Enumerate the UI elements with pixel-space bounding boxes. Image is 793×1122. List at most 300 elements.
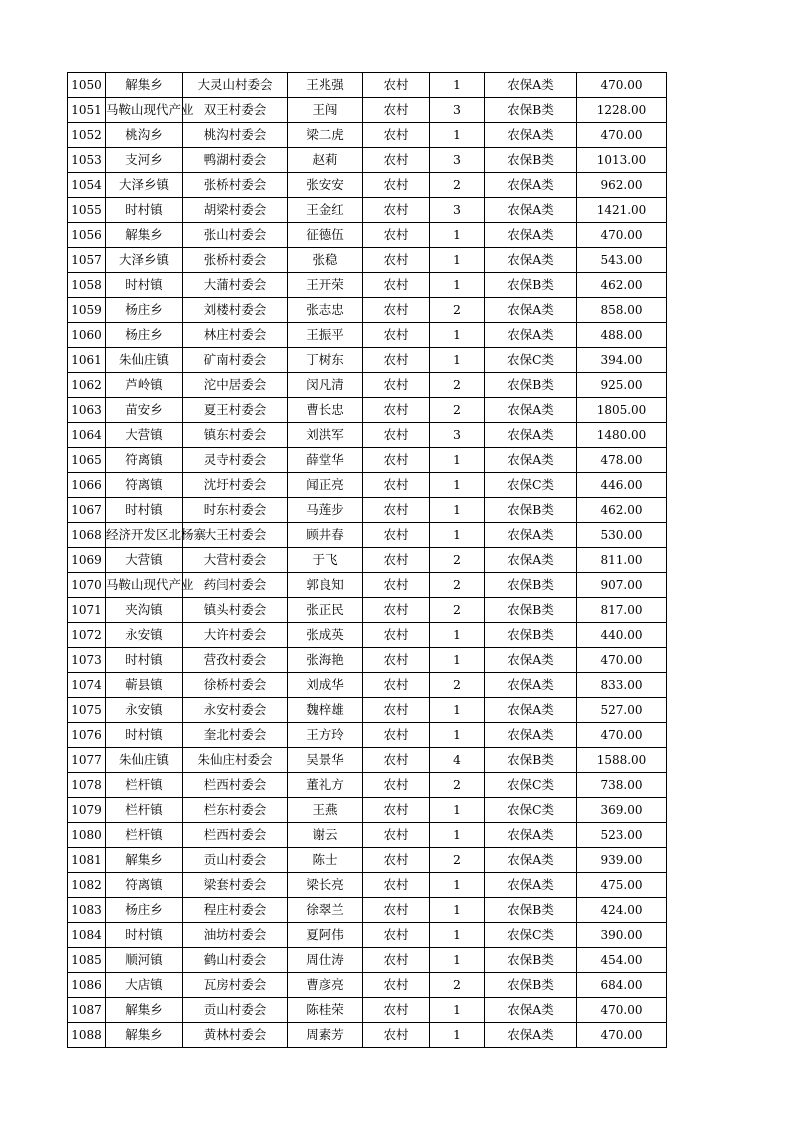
committee-cell: 镇头村委会 <box>183 598 288 623</box>
committee-cell: 永安村委会 <box>183 698 288 723</box>
person-name-cell: 曹彦亮 <box>288 973 363 998</box>
member-count-cell: 3 <box>430 198 485 223</box>
town-cell: 解集乡 <box>106 73 183 98</box>
committee-cell: 营孜村委会 <box>183 648 288 673</box>
beneficiary-table <box>67 72 667 1048</box>
town-cell: 时村镇 <box>106 648 183 673</box>
table-row <box>68 948 667 973</box>
household-type-cell: 农村 <box>363 698 430 723</box>
row-number-cell: 1086 <box>68 973 106 998</box>
table-row <box>68 348 667 373</box>
row-number-cell: 1071 <box>68 598 106 623</box>
committee-cell: 大许村委会 <box>183 623 288 648</box>
household-type-cell: 农村 <box>363 923 430 948</box>
household-type-cell: 农村 <box>363 498 430 523</box>
insurance-category-cell: 农保A类 <box>485 323 577 348</box>
town-cell: 大泽乡镇 <box>106 248 183 273</box>
insurance-category-cell: 农保B类 <box>485 573 577 598</box>
committee-cell: 张桥村委会 <box>183 173 288 198</box>
amount-cell: 470.00 <box>577 1023 667 1048</box>
town-cell: 芦岭镇 <box>106 373 183 398</box>
household-type-cell: 农村 <box>363 123 430 148</box>
town-cell: 夹沟镇 <box>106 598 183 623</box>
household-type-cell: 农村 <box>363 673 430 698</box>
row-number-cell: 1066 <box>68 473 106 498</box>
committee-cell: 镇东村委会 <box>183 423 288 448</box>
town-cell: 杨庄乡 <box>106 898 183 923</box>
person-name-cell: 魏梓雄 <box>288 698 363 723</box>
person-name-cell: 梁二虎 <box>288 123 363 148</box>
town-cell: 顺河镇 <box>106 948 183 973</box>
insurance-category-cell: 农保A类 <box>485 248 577 273</box>
person-name-cell: 张志忠 <box>288 298 363 323</box>
household-type-cell: 农村 <box>363 998 430 1023</box>
person-name-cell: 周仕涛 <box>288 948 363 973</box>
person-name-cell: 王燕 <box>288 798 363 823</box>
table-row <box>68 373 667 398</box>
committee-cell: 油坊村委会 <box>183 923 288 948</box>
insurance-category-cell: 农保A类 <box>485 548 577 573</box>
amount-cell: 478.00 <box>577 448 667 473</box>
amount-cell: 527.00 <box>577 698 667 723</box>
household-type-cell: 农村 <box>363 448 430 473</box>
member-count-cell: 1 <box>430 698 485 723</box>
town-cell: 大营镇 <box>106 423 183 448</box>
person-name-cell: 徐翠兰 <box>288 898 363 923</box>
row-number-cell: 1077 <box>68 748 106 773</box>
member-count-cell: 4 <box>430 748 485 773</box>
committee-cell: 黄林村委会 <box>183 1023 288 1048</box>
insurance-category-cell: 农保A类 <box>485 73 577 98</box>
row-number-cell: 1070 <box>68 573 106 598</box>
person-name-cell: 吴景华 <box>288 748 363 773</box>
member-count-cell: 2 <box>430 573 485 598</box>
table-row <box>68 298 667 323</box>
row-number-cell: 1051 <box>68 98 106 123</box>
town-cell: 解集乡 <box>106 848 183 873</box>
amount-cell: 462.00 <box>577 498 667 523</box>
town-cell: 马鞍山现代产业 <box>106 573 183 598</box>
member-count-cell: 1 <box>430 623 485 648</box>
town-cell: 永安镇 <box>106 698 183 723</box>
member-count-cell: 1 <box>430 923 485 948</box>
table-row <box>68 723 667 748</box>
table-row <box>68 473 667 498</box>
amount-cell: 369.00 <box>577 798 667 823</box>
table-row <box>68 398 667 423</box>
town-cell: 时村镇 <box>106 923 183 948</box>
table-row <box>68 623 667 648</box>
committee-cell: 沱中居委会 <box>183 373 288 398</box>
amount-cell: 1480.00 <box>577 423 667 448</box>
household-type-cell: 农村 <box>363 473 430 498</box>
person-name-cell: 征德伍 <box>288 223 363 248</box>
person-name-cell: 闵凡清 <box>288 373 363 398</box>
town-cell: 符离镇 <box>106 473 183 498</box>
insurance-category-cell: 农保B类 <box>485 973 577 998</box>
insurance-category-cell: 农保A类 <box>485 423 577 448</box>
town-cell: 经济开发区北杨寨 <box>106 523 183 548</box>
insurance-category-cell: 农保B类 <box>485 898 577 923</box>
amount-cell: 488.00 <box>577 323 667 348</box>
person-name-cell: 王金红 <box>288 198 363 223</box>
person-name-cell: 董礼方 <box>288 773 363 798</box>
insurance-category-cell: 农保A类 <box>485 298 577 323</box>
member-count-cell: 2 <box>430 973 485 998</box>
household-type-cell: 农村 <box>363 248 430 273</box>
table-row <box>68 698 667 723</box>
household-type-cell: 农村 <box>363 98 430 123</box>
row-number-cell: 1088 <box>68 1023 106 1048</box>
amount-cell: 962.00 <box>577 173 667 198</box>
insurance-category-cell: 农保A类 <box>485 1023 577 1048</box>
town-cell: 大店镇 <box>106 973 183 998</box>
household-type-cell: 农村 <box>363 598 430 623</box>
household-type-cell: 农村 <box>363 548 430 573</box>
person-name-cell: 于飞 <box>288 548 363 573</box>
amount-cell: 925.00 <box>577 373 667 398</box>
town-cell: 时村镇 <box>106 273 183 298</box>
insurance-category-cell: 农保A类 <box>485 848 577 873</box>
amount-cell: 424.00 <box>577 898 667 923</box>
person-name-cell: 闻正亮 <box>288 473 363 498</box>
person-name-cell: 丁树东 <box>288 348 363 373</box>
amount-cell: 523.00 <box>577 823 667 848</box>
row-number-cell: 1072 <box>68 623 106 648</box>
amount-cell: 446.00 <box>577 473 667 498</box>
table-row <box>68 748 667 773</box>
row-number-cell: 1063 <box>68 398 106 423</box>
committee-cell: 大蒲村委会 <box>183 273 288 298</box>
amount-cell: 907.00 <box>577 573 667 598</box>
member-count-cell: 1 <box>430 723 485 748</box>
row-number-cell: 1056 <box>68 223 106 248</box>
member-count-cell: 1 <box>430 123 485 148</box>
table-row <box>68 673 667 698</box>
amount-cell: 470.00 <box>577 123 667 148</box>
amount-cell: 543.00 <box>577 248 667 273</box>
row-number-cell: 1078 <box>68 773 106 798</box>
insurance-category-cell: 农保B类 <box>485 148 577 173</box>
row-number-cell: 1073 <box>68 648 106 673</box>
person-name-cell: 陈士 <box>288 848 363 873</box>
member-count-cell: 2 <box>430 548 485 573</box>
person-name-cell: 夏阿伟 <box>288 923 363 948</box>
household-type-cell: 农村 <box>363 1023 430 1048</box>
row-number-cell: 1080 <box>68 823 106 848</box>
town-cell: 栏杆镇 <box>106 773 183 798</box>
member-count-cell: 2 <box>430 773 485 798</box>
member-count-cell: 1 <box>430 323 485 348</box>
table-row <box>68 498 667 523</box>
row-number-cell: 1054 <box>68 173 106 198</box>
insurance-category-cell: 农保A类 <box>485 723 577 748</box>
town-cell: 解集乡 <box>106 1023 183 1048</box>
committee-cell: 栏西村委会 <box>183 773 288 798</box>
person-name-cell: 赵莉 <box>288 148 363 173</box>
member-count-cell: 1 <box>430 498 485 523</box>
committee-cell: 沈圩村委会 <box>183 473 288 498</box>
town-cell: 栏杆镇 <box>106 823 183 848</box>
table-row <box>68 798 667 823</box>
amount-cell: 470.00 <box>577 998 667 1023</box>
insurance-category-cell: 农保B类 <box>485 623 577 648</box>
member-count-cell: 2 <box>430 598 485 623</box>
table-row <box>68 173 667 198</box>
insurance-category-cell: 农保C类 <box>485 798 577 823</box>
insurance-category-cell: 农保B类 <box>485 373 577 398</box>
amount-cell: 530.00 <box>577 523 667 548</box>
amount-cell: 470.00 <box>577 73 667 98</box>
town-cell: 时村镇 <box>106 723 183 748</box>
row-number-cell: 1061 <box>68 348 106 373</box>
amount-cell: 1588.00 <box>577 748 667 773</box>
committee-cell: 大王村委会 <box>183 523 288 548</box>
household-type-cell: 农村 <box>363 348 430 373</box>
household-type-cell: 农村 <box>363 723 430 748</box>
table-row <box>68 248 667 273</box>
committee-cell: 灵寺村委会 <box>183 448 288 473</box>
insurance-category-cell: 农保A类 <box>485 648 577 673</box>
town-cell: 苗安乡 <box>106 398 183 423</box>
committee-cell: 夏王村委会 <box>183 398 288 423</box>
member-count-cell: 1 <box>430 523 485 548</box>
committee-cell: 林庄村委会 <box>183 323 288 348</box>
household-type-cell: 农村 <box>363 198 430 223</box>
member-count-cell: 1 <box>430 948 485 973</box>
table-row <box>68 98 667 123</box>
member-count-cell: 2 <box>430 173 485 198</box>
household-type-cell: 农村 <box>363 773 430 798</box>
insurance-category-cell: 农保C类 <box>485 473 577 498</box>
table-row <box>68 898 667 923</box>
committee-cell: 刘楼村委会 <box>183 298 288 323</box>
person-name-cell: 王振平 <box>288 323 363 348</box>
table-row <box>68 773 667 798</box>
amount-cell: 833.00 <box>577 673 667 698</box>
table-row <box>68 973 667 998</box>
table-row <box>68 873 667 898</box>
insurance-category-cell: 农保A类 <box>485 873 577 898</box>
committee-cell: 双王村委会 <box>183 98 288 123</box>
amount-cell: 1805.00 <box>577 398 667 423</box>
member-count-cell: 1 <box>430 873 485 898</box>
committee-cell: 瓦房村委会 <box>183 973 288 998</box>
member-count-cell: 1 <box>430 998 485 1023</box>
member-count-cell: 1 <box>430 798 485 823</box>
table-row <box>68 998 667 1023</box>
row-number-cell: 1075 <box>68 698 106 723</box>
person-name-cell: 张稳 <box>288 248 363 273</box>
table-row <box>68 448 667 473</box>
household-type-cell: 农村 <box>363 748 430 773</box>
row-number-cell: 1082 <box>68 873 106 898</box>
person-name-cell: 郭良知 <box>288 573 363 598</box>
member-count-cell: 2 <box>430 848 485 873</box>
insurance-category-cell: 农保A类 <box>485 673 577 698</box>
household-type-cell: 农村 <box>363 798 430 823</box>
member-count-cell: 1 <box>430 473 485 498</box>
household-type-cell: 农村 <box>363 973 430 998</box>
insurance-category-cell: 农保C类 <box>485 923 577 948</box>
person-name-cell: 王兆强 <box>288 73 363 98</box>
member-count-cell: 1 <box>430 648 485 673</box>
table-row <box>68 848 667 873</box>
committee-cell: 矿南村委会 <box>183 348 288 373</box>
row-number-cell: 1062 <box>68 373 106 398</box>
amount-cell: 470.00 <box>577 223 667 248</box>
town-cell: 大营镇 <box>106 548 183 573</box>
household-type-cell: 农村 <box>363 223 430 248</box>
member-count-cell: 1 <box>430 273 485 298</box>
table-row <box>68 648 667 673</box>
household-type-cell: 农村 <box>363 173 430 198</box>
row-number-cell: 1083 <box>68 898 106 923</box>
row-number-cell: 1055 <box>68 198 106 223</box>
committee-cell: 栏西村委会 <box>183 823 288 848</box>
committee-cell: 鸭湖村委会 <box>183 148 288 173</box>
row-number-cell: 1057 <box>68 248 106 273</box>
row-number-cell: 1084 <box>68 923 106 948</box>
table-row <box>68 923 667 948</box>
row-number-cell: 1087 <box>68 998 106 1023</box>
town-cell: 朱仙庄镇 <box>106 748 183 773</box>
amount-cell: 462.00 <box>577 273 667 298</box>
town-cell: 符离镇 <box>106 873 183 898</box>
person-name-cell: 谢云 <box>288 823 363 848</box>
town-cell: 栏杆镇 <box>106 798 183 823</box>
row-number-cell: 1081 <box>68 848 106 873</box>
member-count-cell: 1 <box>430 248 485 273</box>
member-count-cell: 2 <box>430 673 485 698</box>
row-number-cell: 1065 <box>68 448 106 473</box>
committee-cell: 大营村委会 <box>183 548 288 573</box>
table-row <box>68 273 667 298</box>
member-count-cell: 1 <box>430 348 485 373</box>
member-count-cell: 1 <box>430 823 485 848</box>
committee-cell: 大灵山村委会 <box>183 73 288 98</box>
amount-cell: 811.00 <box>577 548 667 573</box>
amount-cell: 1228.00 <box>577 98 667 123</box>
insurance-category-cell: 农保A类 <box>485 448 577 473</box>
table-row <box>68 548 667 573</box>
committee-cell: 栏东村委会 <box>183 798 288 823</box>
town-cell: 朱仙庄镇 <box>106 348 183 373</box>
insurance-category-cell: 农保B类 <box>485 498 577 523</box>
row-number-cell: 1064 <box>68 423 106 448</box>
table-row <box>68 598 667 623</box>
person-name-cell: 张海艳 <box>288 648 363 673</box>
row-number-cell: 1050 <box>68 73 106 98</box>
committee-cell: 徐桥村委会 <box>183 673 288 698</box>
town-cell: 解集乡 <box>106 223 183 248</box>
person-name-cell: 马莲步 <box>288 498 363 523</box>
table-row <box>68 323 667 348</box>
committee-cell: 程庄村委会 <box>183 898 288 923</box>
committee-cell: 奎北村委会 <box>183 723 288 748</box>
person-name-cell: 王闯 <box>288 98 363 123</box>
row-number-cell: 1068 <box>68 523 106 548</box>
committee-cell: 药闫村委会 <box>183 573 288 598</box>
insurance-category-cell: 农保A类 <box>485 523 577 548</box>
table-row <box>68 73 667 98</box>
person-name-cell: 陈桂荣 <box>288 998 363 1023</box>
member-count-cell: 2 <box>430 373 485 398</box>
member-count-cell: 1 <box>430 448 485 473</box>
household-type-cell: 农村 <box>363 273 430 298</box>
table-body <box>68 73 667 1048</box>
amount-cell: 454.00 <box>577 948 667 973</box>
household-type-cell: 农村 <box>363 823 430 848</box>
person-name-cell: 曹长忠 <box>288 398 363 423</box>
person-name-cell: 周素芳 <box>288 1023 363 1048</box>
table-row <box>68 423 667 448</box>
table-row <box>68 148 667 173</box>
person-name-cell: 薛堂华 <box>288 448 363 473</box>
row-number-cell: 1060 <box>68 323 106 348</box>
row-number-cell: 1067 <box>68 498 106 523</box>
town-cell: 马鞍山现代产业 <box>106 98 183 123</box>
amount-cell: 684.00 <box>577 973 667 998</box>
household-type-cell: 农村 <box>363 573 430 598</box>
amount-cell: 475.00 <box>577 873 667 898</box>
row-number-cell: 1058 <box>68 273 106 298</box>
amount-cell: 470.00 <box>577 648 667 673</box>
insurance-category-cell: 农保A类 <box>485 698 577 723</box>
person-name-cell: 王方玲 <box>288 723 363 748</box>
town-cell: 桃沟乡 <box>106 123 183 148</box>
town-cell: 大泽乡镇 <box>106 173 183 198</box>
household-type-cell: 农村 <box>363 948 430 973</box>
insurance-category-cell: 农保A类 <box>485 173 577 198</box>
member-count-cell: 3 <box>430 148 485 173</box>
town-cell: 时村镇 <box>106 498 183 523</box>
person-name-cell: 王开荣 <box>288 273 363 298</box>
town-cell: 杨庄乡 <box>106 298 183 323</box>
insurance-category-cell: 农保A类 <box>485 998 577 1023</box>
household-type-cell: 农村 <box>363 323 430 348</box>
member-count-cell: 2 <box>430 398 485 423</box>
person-name-cell: 张正民 <box>288 598 363 623</box>
insurance-category-cell: 农保A类 <box>485 223 577 248</box>
town-cell: 时村镇 <box>106 198 183 223</box>
household-type-cell: 农村 <box>363 373 430 398</box>
household-type-cell: 农村 <box>363 398 430 423</box>
insurance-category-cell: 农保B类 <box>485 98 577 123</box>
amount-cell: 1421.00 <box>577 198 667 223</box>
member-count-cell: 1 <box>430 73 485 98</box>
amount-cell: 858.00 <box>577 298 667 323</box>
insurance-category-cell: 农保B类 <box>485 748 577 773</box>
insurance-category-cell: 农保C类 <box>485 348 577 373</box>
committee-cell: 贡山村委会 <box>183 998 288 1023</box>
person-name-cell: 张成英 <box>288 623 363 648</box>
committee-cell: 鹤山村委会 <box>183 948 288 973</box>
household-type-cell: 农村 <box>363 648 430 673</box>
amount-cell: 738.00 <box>577 773 667 798</box>
town-cell: 支河乡 <box>106 148 183 173</box>
committee-cell: 朱仙庄村委会 <box>183 748 288 773</box>
committee-cell: 张桥村委会 <box>183 248 288 273</box>
member-count-cell: 1 <box>430 223 485 248</box>
town-cell: 符离镇 <box>106 448 183 473</box>
member-count-cell: 3 <box>430 98 485 123</box>
member-count-cell: 1 <box>430 898 485 923</box>
member-count-cell: 1 <box>430 1023 485 1048</box>
person-name-cell: 梁长亮 <box>288 873 363 898</box>
row-number-cell: 1079 <box>68 798 106 823</box>
committee-cell: 梁套村委会 <box>183 873 288 898</box>
